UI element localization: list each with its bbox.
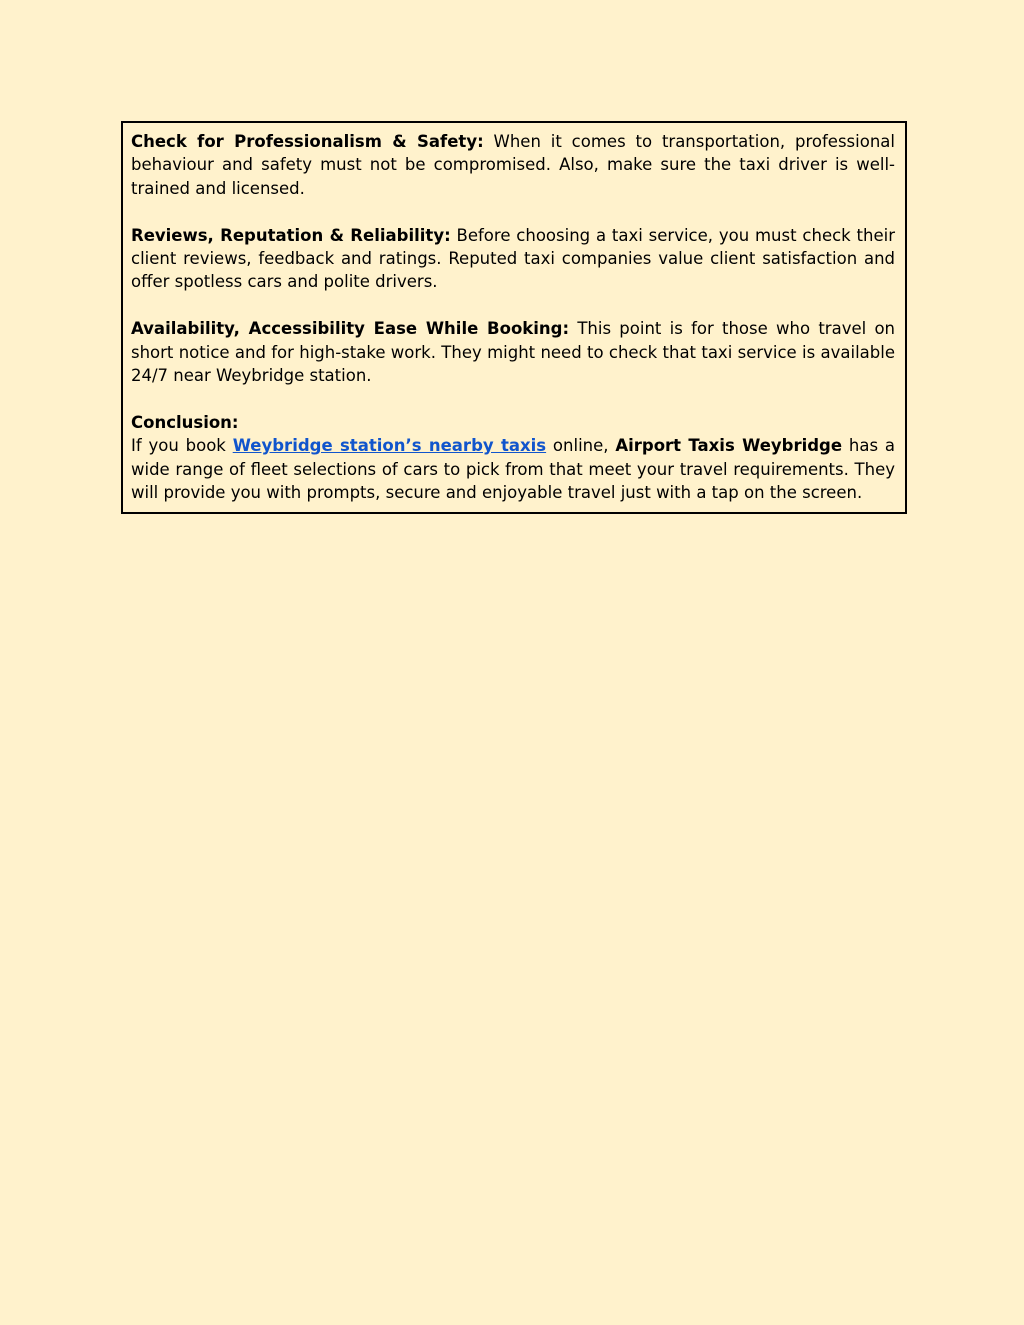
section-conclusion xyxy=(131,411,895,505)
section-reviews xyxy=(131,224,895,294)
conclusion-text-middle: online, xyxy=(546,436,616,456)
section-heading: Check for Professionalism & Safety: xyxy=(131,132,484,151)
section-text: Before choosing a taxi service, you must check their client reviews, feedback and ratings. Reputed taxi companies value client satisfaction and offer spotless cars and polite drivers. xyxy=(131,225,895,292)
section-text: This point is for those who travel on short notice and for high-stake work. They might need to check that taxi service is available 24/7 near Weybridge station. xyxy=(131,319,895,386)
section-heading: Availability, Accessibility Ease While Booking: xyxy=(131,319,570,339)
section-professionalism xyxy=(131,130,895,200)
weybridge-taxis-link[interactable]: Weybridge station’s nearby taxis xyxy=(232,436,547,456)
content-box xyxy=(121,121,907,514)
conclusion-text-end: has a wide range of fleet selections of cars to pick from that meet your travel requirements. They will provide you with prompts, secure and enjoyable travel just with a tap on the screen. xyxy=(131,436,895,503)
conclusion-heading: Conclusion: xyxy=(131,412,239,432)
section-text: When it comes to transportation, professional behaviour and safety must not be compromised. Also, make sure the taxi driver is well-trained and licensed. xyxy=(131,132,895,198)
section-heading: Reviews, Reputation & Reliability: xyxy=(131,225,451,245)
conclusion-text-start: If you book xyxy=(131,436,233,456)
section-availability xyxy=(131,317,895,387)
brand-name: Airport Taxis Weybridge xyxy=(615,436,843,456)
